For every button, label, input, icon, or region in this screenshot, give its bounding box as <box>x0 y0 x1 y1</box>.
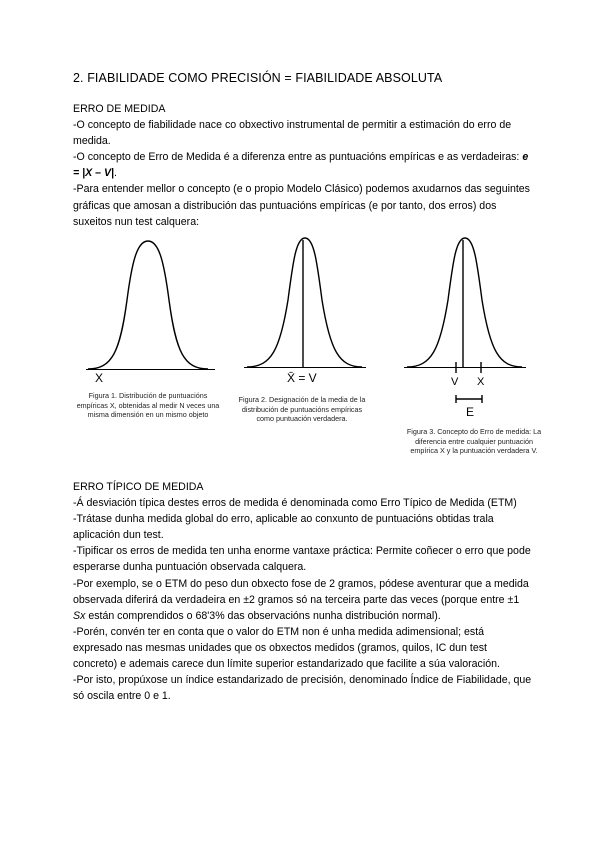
erro-tipico-paragraph-5: -Porén, convén ter en conta que o valor do ETM non é unha medida adimensional; está expresado nas mesmas unidades que os obxectos medidos (gramos, quilos, IC dun test concreto) e ademais carece dun límite superior estandarizado que facilite a súa valoración. <box>73 625 500 671</box>
erro-tipico-paragraph-4 <box>73 576 533 624</box>
erro-tipico-paragraph-1: -Á desviación típica destes erros de medida é denominada como Erro Típico de Medida (ETM) <box>73 497 517 510</box>
figure-3-curve <box>404 238 526 403</box>
paragraph-4-text: -Por exemplo, se o ETM do peso dun obxecto fose de 2 gramos, pódese aventurar que a medida observada diferirá da verdadeira en ±2 gramos só na terceira parte das veces (porque entre ±1 <box>73 577 529 606</box>
erro-medida-paragraph-3: -Para entender mellor o concepto (e o propio Modelo Clásico) podemos axudarnos das seguintes gráficas que amosan a distribución das puntuacións empíricas (e por tanto, dos erros) dos suxeitos nun test calquera: <box>73 183 530 228</box>
erro-tipico-section <box>73 479 533 704</box>
erro-tipico-title: ERRO TÍPICO DE MEDIDA <box>73 481 204 493</box>
figure-1-caption: Figura 1. Distribución de puntuacións empíricas X, obtenidas al medir N veces una misma dimensión en un mismo objeto <box>76 391 220 420</box>
figure-3-e-label: E <box>466 405 475 419</box>
section-heading: 2. FIABILIDADE COMO PRECISIÓN = FIABILIDADE ABSOLUTA <box>73 71 443 85</box>
paragraph-4-end: están comprendidos o 68'3% das observacións nunha distribución normal). <box>85 609 441 622</box>
erro-tipico-paragraph-3: -Tipificar os erros de medida ten unha enorme vantaxe práctica: Permite coñecer o erro que pode esperarse dunha puntuación observada calquera. <box>73 545 531 574</box>
erro-tipico-paragraph-2: -Trátase dunha medida global do erro, aplicable ao conxunto de puntuacións obtidas trala aplicación dun test. <box>73 513 494 542</box>
erro-tipico-paragraph-6: -Por isto, propúxose un índice estandarizado de precisión, denominado Índice de Fiabilidade, que só oscila entre 0 e 1. <box>73 674 532 703</box>
paragraph-2-text: -O concepto de Erro de Medida é a diferenza entre as puntuacións empíricas e as verdadeiras: <box>73 151 523 164</box>
figure-2-curve <box>244 238 366 368</box>
figure-1-x-label: X <box>95 371 104 385</box>
sx-symbol: Sx <box>73 609 86 622</box>
figure-2-caption: Figura 2. Designación de la media de la distribución de puntuacións empíricas como puntuación verdadera. <box>238 395 366 424</box>
paragraph-2-end: . <box>113 167 117 180</box>
figure-2-mean-label: X̄ = V <box>287 371 317 385</box>
figure-3-x-label: X <box>477 376 485 388</box>
erro-medida-title: ERRO DE MEDIDA <box>73 103 166 115</box>
erro-medida-paragraph-1: -O concepto de fiabilidade nace co obxectivo instrumental de permitir a estimación do erro de medida. <box>73 119 512 148</box>
error-formula: e = |X – V| <box>73 151 529 180</box>
figure-3-v-label: V <box>451 376 459 388</box>
figure-1-curve <box>86 241 215 370</box>
figure-3-caption: Figura 3. Concepto do Erro de medida: La diferencia entre cualquier puntuación empírica X y la puntuación verdadera V. <box>406 427 542 456</box>
